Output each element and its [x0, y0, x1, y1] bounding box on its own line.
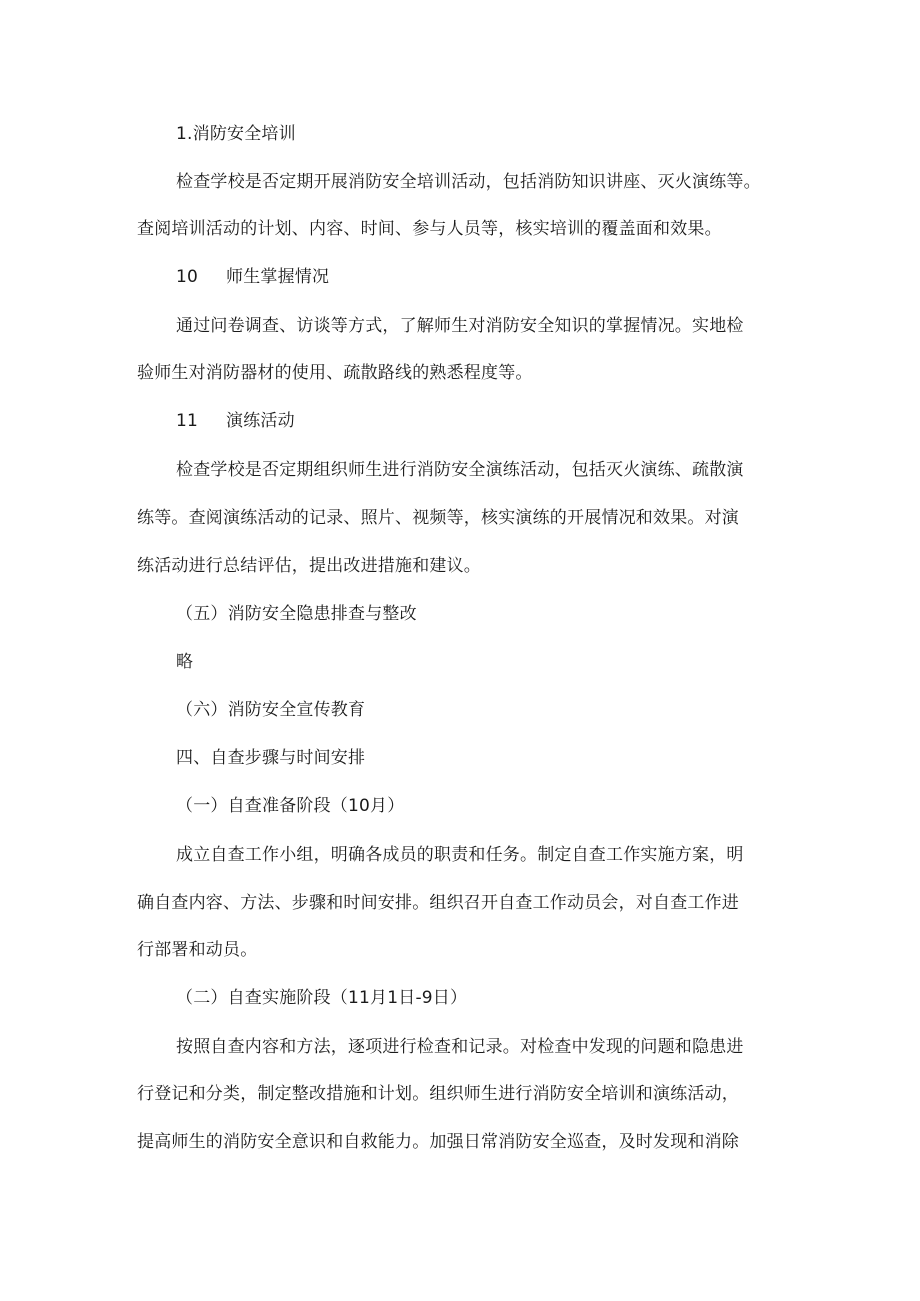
heading-mastery: [176, 265, 329, 289]
paragraph-line: 检查学校是否定期组织师生进行消防安全演练活动，包括灭火演练、疏散演: [176, 460, 744, 480]
paragraph-line: 验师生对消防器材的使用、疏散路线的熟悉程度等。: [137, 363, 533, 383]
heading-number: 10: [176, 267, 199, 287]
paragraph-line: 查阅培训活动的计划、内容、时间、参与人员等，核实培训的覆盖面和效果。: [137, 219, 722, 239]
paragraph-line: 练等。查阅演练活动的记录、照片、视频等，核实演练的开展情况和效果。对演: [137, 508, 739, 528]
heading-training: 1.消防安全培训: [176, 124, 296, 144]
heading-impl-stage: （二）自查实施阶段（11月1日-9日）: [176, 988, 468, 1008]
heading-prep-stage: （一）自查准备阶段（10月）: [176, 796, 405, 816]
heading-number: 11: [176, 411, 199, 431]
paragraph-line: 通过问卷调查、访谈等方式，了解师生对消防安全知识的掌握情况。实地检: [176, 316, 744, 336]
paragraph-line: 行登记和分类，制定整改措施和计划。组织师生进行消防安全培训和演练活动，: [137, 1084, 739, 1104]
paragraph-line: 确自查内容、方法、步骤和时间安排。组织召开自查工作动员会，对自查工作进: [137, 893, 739, 913]
heading-section-4: 四、自查步骤与时间安排: [176, 748, 366, 768]
paragraph-line: 检查学校是否定期开展消防安全培训活动，包括消防知识讲座、灭火演练等。: [176, 172, 761, 192]
paragraph-line: 练活动进行总结评估，提出改进措施和建议。: [137, 556, 481, 576]
paragraph-line: 成立自查工作小组，明确各成员的职责和任务。制定自查工作实施方案，明: [176, 845, 744, 865]
heading-text: 师生掌握情况: [226, 267, 330, 287]
heading-drill: [176, 409, 295, 433]
paragraph-line: 按照自查内容和方法，逐项进行检查和记录。对检查中发现的问题和隐患进: [176, 1037, 744, 1057]
paragraph-line: 提高师生的消防安全意识和自救能力。加强日常消防安全巡查，及时发现和消除: [137, 1132, 739, 1152]
heading-hazard: （五）消防安全隐患排查与整改: [176, 604, 417, 624]
paragraph-line: 行部署和动员。: [137, 940, 258, 960]
heading-publicity: （六）消防安全宣传教育: [176, 700, 366, 720]
omitted-text: 略: [176, 652, 194, 672]
heading-text: 演练活动: [226, 411, 295, 431]
